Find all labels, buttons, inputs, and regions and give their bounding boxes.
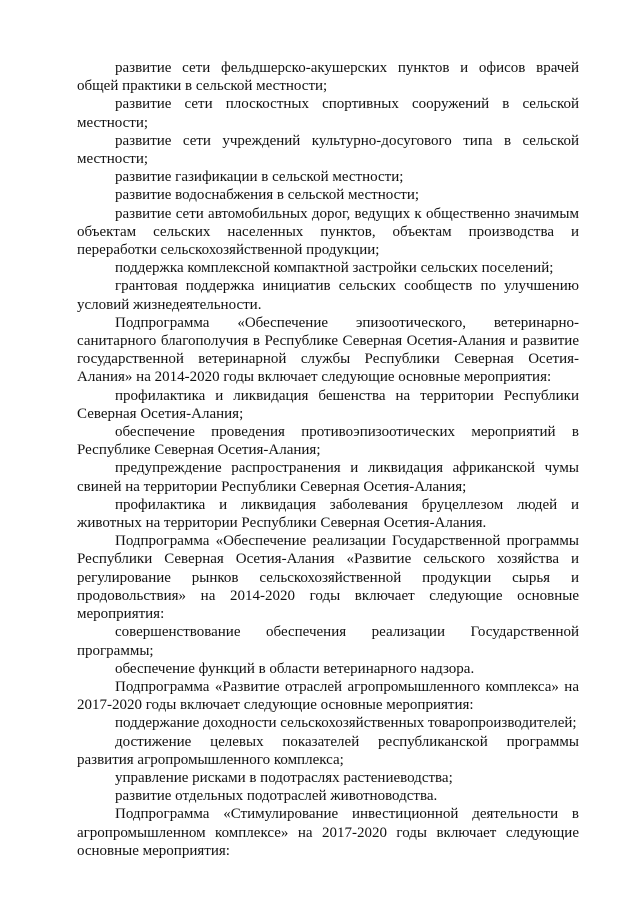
paragraph: развитие сети автомобильных дорог, ведущих к общественно значимым объектам сельских населенных пунктов, объектам производства и переработки сельскохозяйственной продукции; <box>77 205 579 259</box>
paragraph: обеспечение проведения противоэпизоотических мероприятий в Республике Северная Осетия-Алания; <box>77 424 579 459</box>
paragraph: Подпрограмма «Обеспечение эпизоотического, ветеринарно-санитарного благополучия в Республике Северная Осетия-Алания и развитие государственной ветеринарной службы Республики Северная Осетия-Алания» на 2014-2020 годы включает следующие основные мероприятия: <box>77 314 579 386</box>
paragraph: Подпрограмма «Обеспечение реализации Государственной программы Республики Северная Осетия-Алания «Развитие сельского хозяйства и регулирование рынков сельскохозяйственной продукции сырья и продовольствия» на 2014-2020 годы включает следующие основные мероприятия: <box>77 533 579 623</box>
paragraph: достижение целевых показателей республиканской программы развития агропромышленного комплекса; <box>77 733 579 768</box>
paragraph: совершенствование обеспечения реализации Государственной программы; <box>77 624 579 659</box>
paragraph: развитие сети учреждений культурно-досугового типа в сельской местности; <box>77 132 579 168</box>
paragraph: управление рисками в подотраслях растениеводства; <box>115 769 453 786</box>
paragraph: поддержка комплексной компактной застройки сельских поселений; <box>115 260 554 277</box>
paragraph: предупреждение распространения и ликвидация африканской чумы свиней на территории Республики Северная Осетия-Алания; <box>77 460 579 495</box>
paragraph: развитие отдельных подотраслей животноводства. <box>115 788 438 805</box>
paragraph: грантовая поддержка инициатив сельских сообществ по улучшению условий жизнедеятельности. <box>77 278 579 313</box>
paragraph: развитие водоснабжения в сельской местности; <box>115 187 420 204</box>
paragraph: профилактика и ликвидация бешенства на территории Республики Северная Осетия-Алания; <box>77 387 579 422</box>
paragraph: Подпрограмма «Стимулирование инвестиционной деятельности в агропромышленном комплексе» на 2017-2020 годы включает следующие основные мероприятия: <box>77 806 579 859</box>
paragraph: поддержание доходности сельскохозяйственных товаропроизводителей; <box>115 715 577 732</box>
paragraph: развитие сети плоскостных спортивных сооружений в сельской местности; <box>77 96 579 131</box>
paragraph: развитие газификации в сельской местности; <box>115 169 404 186</box>
paragraph: обеспечение функций в области ветеринарного надзора. <box>115 660 475 677</box>
paragraph: профилактика и ликвидация заболевания бруцеллезом людей и животных на территории Республики Северная Осетия-Алания. <box>77 496 579 532</box>
paragraph: Подпрограмма «Развитие отраслей агропромышленного комплекса» на 2017-2020 годы включает следующие основные мероприятия: <box>77 678 579 714</box>
paragraph: развитие сети фельдшерско-акушерских пунктов и офисов врачей общей практики в сельской местности; <box>77 60 579 95</box>
document-page <box>77 59 579 860</box>
